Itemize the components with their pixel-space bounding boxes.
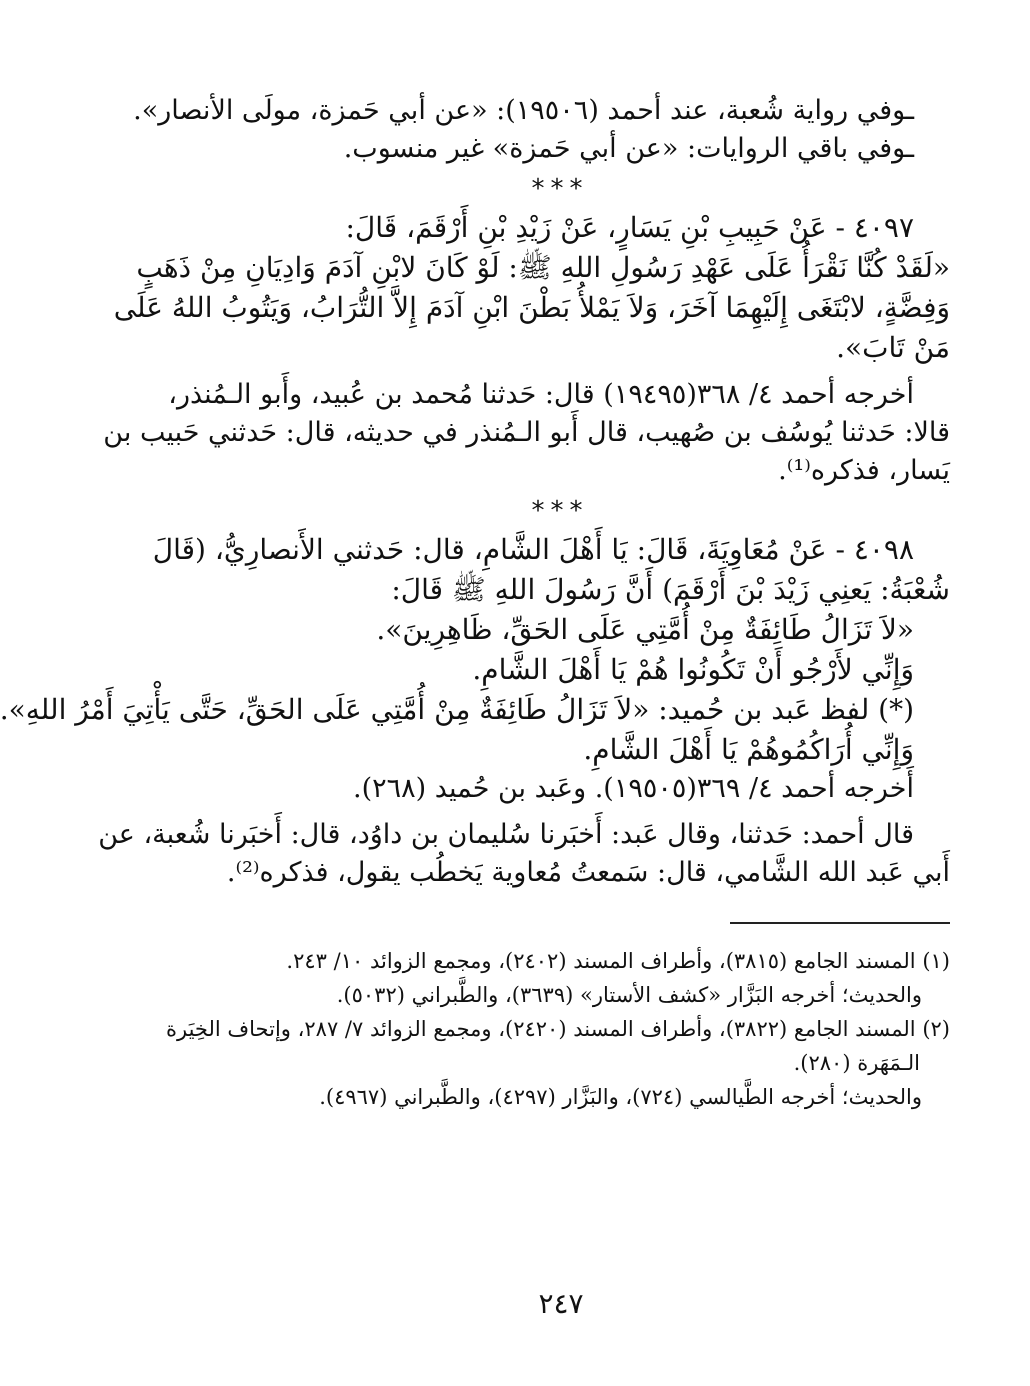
footnotes — [166, 944, 950, 1114]
variant-wording-line: (*) لفظ عَبد بن حُميد: «لاَ تَزَالُ طَائِفَةٌ مِنْ أُمَّتِي عَلَى الحَقِّ، حَتَّى يَأْتِيَ أَمْرُ اللهِ». — [0, 693, 914, 726]
hadith-heading: شُعْبَةُ: يَعنِي زَيْدَ بْنَ أَرْقَمَ) أَنَّ رَسُولَ اللهِ ﷺ قَالَ: — [391, 573, 950, 606]
footnote-divider — [730, 922, 950, 924]
hadith-heading: ٤٠٩٨ - عَنْ مُعَاوِيَةَ، قَالَ: يَا أَهْلَ الشَّامِ، قال: حَدثني الأَنصارِيُّ، (قَالَ — [152, 533, 914, 566]
hadith-matn-line: «لاَ تَزَالُ طَائِفَةٌ مِنْ أُمَّتِي عَلَى الحَقِّ، ظَاهِرِينَ». — [376, 613, 914, 646]
variant-wording-line: وَإِنِّي أُرَاكُمُوهُمْ يَا أَهْلَ الشَّامِ. — [583, 733, 914, 766]
footnote-line: والحديث؛ أخرجه الطَّيالسي (٧٢٤)، والبَزَّار (٤٢٩٧)، والطَّبراني (٤٩٦٧). — [319, 1085, 922, 1109]
hadith-matn-line: «لَقَدْ كُنَّا نَقْرَأُ عَلَى عَهْدِ رَسُولِ اللهِ ﷺ: لَوْ كَانَ لابْنِ آدَمَ وَادِيَانِ مِنْ ذَهَبٍ — [136, 251, 950, 284]
hadith-matn-line: مَنْ تَابَ». — [836, 331, 950, 364]
section-separator: *** — [531, 496, 589, 526]
section-separator: *** — [531, 174, 589, 204]
takhrij-line: يَسار، فذكره⁽¹⁾. — [778, 455, 950, 486]
takhrij-line: أخرجه أحمد ٤/ ٣٦٨(١٩٤٩٥) قال: حَدثنا مُحمد بن عُبيد، وأَبو الـمُنذر، — [168, 379, 914, 410]
footnote-line: والحديث؛ أخرجه البَزَّار «كشف الأستار» (٣٦٣٩)، والطَّبراني (٥٠٣٢). — [336, 983, 922, 1007]
footnote-line: الـمَهَرة (٢٨٠). — [793, 1051, 920, 1075]
intro-line: ـوفي رواية شُعبة، عند أحمد (١٩٥٠٦): «عن أبي حَمزة، مولَى الأنصار». — [133, 95, 914, 126]
takhrij-line: قالا: حَدثنا يُوسُف بن صُهيب، قال أَبو الـمُنذر في حديثه، قال: حَدثني حَبيب بن — [103, 417, 950, 448]
hadith-heading: ٤٠٩٧ - عَنْ حَبِيبِ بْنِ يَسَارٍ، عَنْ زَيْدِ بْنِ أَرْقَمَ، قَالَ: — [345, 211, 914, 244]
hadith-4097 — [103, 208, 950, 490]
hadith-4098 — [0, 530, 950, 892]
footnote-line: (١) المسند الجامع (٣٨١٥)، وأطراف المسند (٢٤٠٢)، ومجمع الزوائد ١٠/ ٢٤٣. — [286, 949, 950, 973]
intro-line: ـوفي باقي الروايات: «عن أبي حَمزة» غير منسوب. — [343, 133, 914, 164]
hadith-matn-line: وَإِنِّي لأَرْجُو أَنْ تَكُونُوا هُمْ يَا أَهْلَ الشَّامِ. — [472, 653, 914, 686]
footnote-line: (٢) المسند الجامع (٣٨٢٢)، وأطراف المسند (٢٤٢٠)، ومجمع الزوائد ٧/ ٢٨٧، وإتحاف الخِيَرة — [166, 1017, 950, 1041]
hadith-matn-line: وَفِضَّةٍ، لابْتَغَى إِلَيْهِمَا آخَرَ، وَلاَ يَمْلأُ بَطْنَ ابْنِ آدَمَ إِلاَّ التُّرَابُ، وَيَتُوبُ اللهُ عَلَى — [113, 291, 950, 324]
intro-section — [133, 92, 950, 168]
page-number: ٢٤٧ — [538, 1287, 584, 1320]
takhrij-line: قال أحمد: حَدثنا، وقال عَبد: أَخبَرنا سُليمان بن داوُد، قال: أَخبَرنا شُعبة، عن — [98, 819, 914, 850]
takhrij-line: أَبي عَبد الله الشَّامي، قال: سَمعتُ مُعاوية يَخطُب يقول، فذكره⁽²⁾. — [226, 857, 950, 888]
takhrij-line: أَخرجه أحمد ٤/ ٣٦٩(١٩٥٠٥). وعَبد بن حُميد (٢٦٨). — [353, 773, 914, 804]
